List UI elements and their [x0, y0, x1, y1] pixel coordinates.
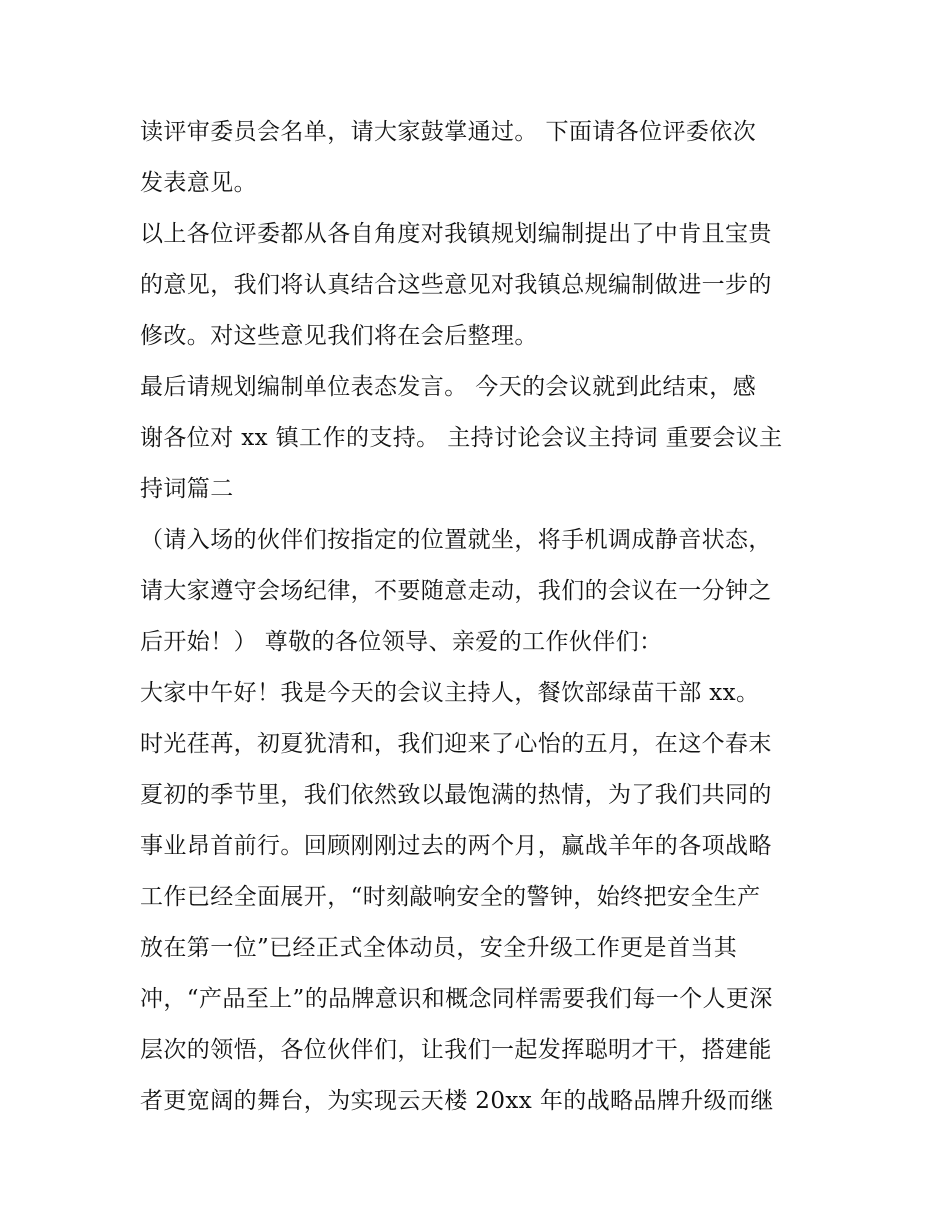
text-line: 冲，“产品至上”的品牌意识和概念同样需要我们每一个人更深 — [140, 986, 773, 1012]
text-line: 发表意见。 — [140, 170, 257, 196]
text-line: （请入场的伙伴们按指定的位置就坐，将手机调成静音状态， — [140, 527, 772, 553]
text-line: 最后请规划编制单位表态发言。 今天的会议就到此结束，感 — [140, 374, 757, 400]
text-line: 大家中午好！我是今天的会议主持人，餐饮部绿苗干部 xx。 — [140, 680, 760, 706]
text-line: 持词篇二 — [140, 476, 234, 502]
text-line: 放在第一位”已经正式全体动员，安全升级工作更是首当其 — [140, 935, 738, 961]
text-line: 读评审委员会名单，请大家鼓掌通过。 下面请各位评委依次 — [140, 119, 757, 145]
text-line: 修改。对这些意见我们将在会后整理。 — [140, 323, 538, 349]
text-line: 后开始！） 尊敬的各位领导、亲爱的工作伙伴们： — [140, 629, 663, 655]
text-line: 谢各位对 xx 镇工作的支持。 主持讨论会议主持词 重要会议主 — [140, 425, 783, 451]
text-line: 夏初的季节里，我们依然致以最饱满的热情，为了我们共同的 — [140, 782, 772, 808]
text-line: 的意见，我们将认真结合这些意见对我镇总规编制做进一步的 — [140, 272, 772, 298]
text-line: 者更宽阔的舞台，为实现云天楼 20xx 年的战略品牌升级而继 — [140, 1088, 774, 1114]
text-line: 以上各位评委都从各自角度对我镇规划编制提出了中肯且宝贵 — [140, 221, 772, 247]
text-line: 时光荏苒，初夏犹清和，我们迎来了心怡的五月，在这个春末 — [140, 731, 772, 757]
text-line: 工作已经全面展开，“时刻敲响安全的警钟，始终把安全生产 — [140, 884, 761, 910]
text-line: 层次的领悟，各位伙伴们，让我们一起发挥聪明才干，搭建能 — [140, 1037, 772, 1063]
document-body — [140, 107, 830, 1127]
text-line: 事业昂首前行。回顾刚刚过去的两个月，赢战羊年的各项战略 — [140, 833, 772, 859]
text-line: 请大家遵守会场纪律，不要随意走动，我们的会议在一分钟之 — [140, 578, 772, 604]
